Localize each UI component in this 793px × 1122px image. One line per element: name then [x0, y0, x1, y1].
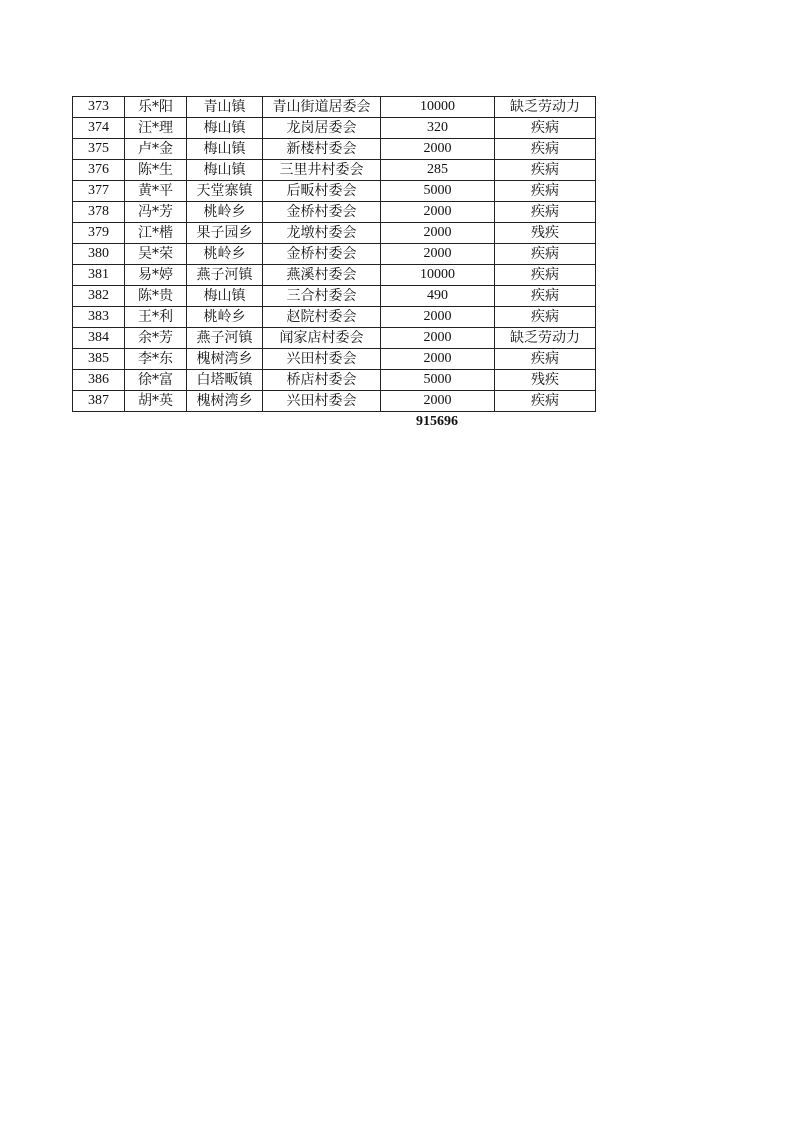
cell-committee: 兴田村委会 — [263, 349, 381, 370]
cell-town: 果子园乡 — [187, 223, 263, 244]
table-row — [73, 244, 596, 265]
cell-amount: 2000 — [381, 391, 495, 412]
cell-town: 燕子河镇 — [187, 328, 263, 349]
cell-reason: 缺乏劳动力 — [495, 328, 596, 349]
cell-town: 桃岭乡 — [187, 307, 263, 328]
cell-committee: 三合村委会 — [263, 286, 381, 307]
cell-amount: 2000 — [381, 349, 495, 370]
cell-name: 陈*生 — [125, 160, 187, 181]
cell-committee: 桥店村委会 — [263, 370, 381, 391]
cell-number: 376 — [73, 160, 125, 181]
cell-committee: 燕溪村委会 — [263, 265, 381, 286]
cell-reason: 疾病 — [495, 118, 596, 139]
cell-name: 黄*平 — [125, 181, 187, 202]
cell-town: 天堂寨镇 — [187, 181, 263, 202]
table-row — [73, 391, 596, 412]
cell-amount: 2000 — [381, 307, 495, 328]
cell-town: 桃岭乡 — [187, 202, 263, 223]
cell-committee: 后畈村委会 — [263, 181, 381, 202]
table-row — [73, 118, 596, 139]
cell-name: 陈*贵 — [125, 286, 187, 307]
relief-table-body — [73, 97, 596, 412]
table-row — [73, 307, 596, 328]
cell-town: 桃岭乡 — [187, 244, 263, 265]
cell-town: 梅山镇 — [187, 286, 263, 307]
cell-name: 李*东 — [125, 349, 187, 370]
cell-number: 382 — [73, 286, 125, 307]
cell-reason: 残疾 — [495, 223, 596, 244]
relief-table — [72, 96, 596, 412]
cell-town: 青山镇 — [187, 97, 263, 118]
cell-reason: 疾病 — [495, 391, 596, 412]
cell-number: 383 — [73, 307, 125, 328]
cell-committee: 龙墩村委会 — [263, 223, 381, 244]
table-row — [73, 97, 596, 118]
table-row — [73, 328, 596, 349]
cell-reason: 疾病 — [495, 265, 596, 286]
cell-town: 梅山镇 — [187, 118, 263, 139]
cell-reason: 疾病 — [495, 202, 596, 223]
cell-reason: 缺乏劳动力 — [495, 97, 596, 118]
cell-committee: 新楼村委会 — [263, 139, 381, 160]
cell-town: 燕子河镇 — [187, 265, 263, 286]
cell-amount: 10000 — [381, 265, 495, 286]
table-row — [73, 349, 596, 370]
cell-reason: 疾病 — [495, 181, 596, 202]
cell-name: 王*利 — [125, 307, 187, 328]
cell-name: 余*芳 — [125, 328, 187, 349]
cell-reason: 疾病 — [495, 307, 596, 328]
table-row — [73, 181, 596, 202]
cell-amount: 5000 — [381, 181, 495, 202]
table-row — [73, 139, 596, 160]
cell-number: 380 — [73, 244, 125, 265]
cell-number: 377 — [73, 181, 125, 202]
cell-committee: 三里井村委会 — [263, 160, 381, 181]
cell-reason: 残疾 — [495, 370, 596, 391]
cell-name: 冯*芳 — [125, 202, 187, 223]
cell-town: 槐树湾乡 — [187, 391, 263, 412]
cell-amount: 2000 — [381, 244, 495, 265]
cell-reason: 疾病 — [495, 244, 596, 265]
cell-amount: 320 — [381, 118, 495, 139]
cell-name: 徐*富 — [125, 370, 187, 391]
cell-amount: 2000 — [381, 328, 495, 349]
cell-number: 381 — [73, 265, 125, 286]
cell-amount: 490 — [381, 286, 495, 307]
cell-number: 374 — [73, 118, 125, 139]
cell-name: 乐*阳 — [125, 97, 187, 118]
cell-amount: 2000 — [381, 202, 495, 223]
cell-reason: 疾病 — [495, 349, 596, 370]
cell-amount: 2000 — [381, 223, 495, 244]
cell-number: 373 — [73, 97, 125, 118]
cell-committee: 闻家店村委会 — [263, 328, 381, 349]
cell-number: 387 — [73, 391, 125, 412]
cell-name: 卢*金 — [125, 139, 187, 160]
cell-committee: 兴田村委会 — [263, 391, 381, 412]
table-row — [73, 160, 596, 181]
cell-reason: 疾病 — [495, 160, 596, 181]
cell-number: 378 — [73, 202, 125, 223]
cell-name: 江*楷 — [125, 223, 187, 244]
cell-name: 胡*英 — [125, 391, 187, 412]
table-row — [73, 223, 596, 244]
cell-number: 384 — [73, 328, 125, 349]
table-row — [73, 265, 596, 286]
cell-amount: 285 — [381, 160, 495, 181]
cell-amount: 10000 — [381, 97, 495, 118]
total-amount: 915696 — [416, 414, 458, 429]
cell-number: 375 — [73, 139, 125, 160]
cell-committee: 龙岗居委会 — [263, 118, 381, 139]
cell-name: 吴*荣 — [125, 244, 187, 265]
cell-amount: 2000 — [381, 139, 495, 160]
table-row — [73, 286, 596, 307]
cell-name: 易*婷 — [125, 265, 187, 286]
cell-number: 379 — [73, 223, 125, 244]
table-row — [73, 202, 596, 223]
cell-town: 梅山镇 — [187, 160, 263, 181]
cell-amount: 5000 — [381, 370, 495, 391]
cell-committee: 金桥村委会 — [263, 202, 381, 223]
cell-town: 槐树湾乡 — [187, 349, 263, 370]
cell-reason: 疾病 — [495, 139, 596, 160]
table-row — [73, 370, 596, 391]
cell-committee: 赵院村委会 — [263, 307, 381, 328]
cell-number: 385 — [73, 349, 125, 370]
cell-number: 386 — [73, 370, 125, 391]
cell-town: 梅山镇 — [187, 139, 263, 160]
cell-town: 白塔畈镇 — [187, 370, 263, 391]
cell-committee: 青山街道居委会 — [263, 97, 381, 118]
cell-committee: 金桥村委会 — [263, 244, 381, 265]
cell-name: 汪*理 — [125, 118, 187, 139]
cell-reason: 疾病 — [495, 286, 596, 307]
